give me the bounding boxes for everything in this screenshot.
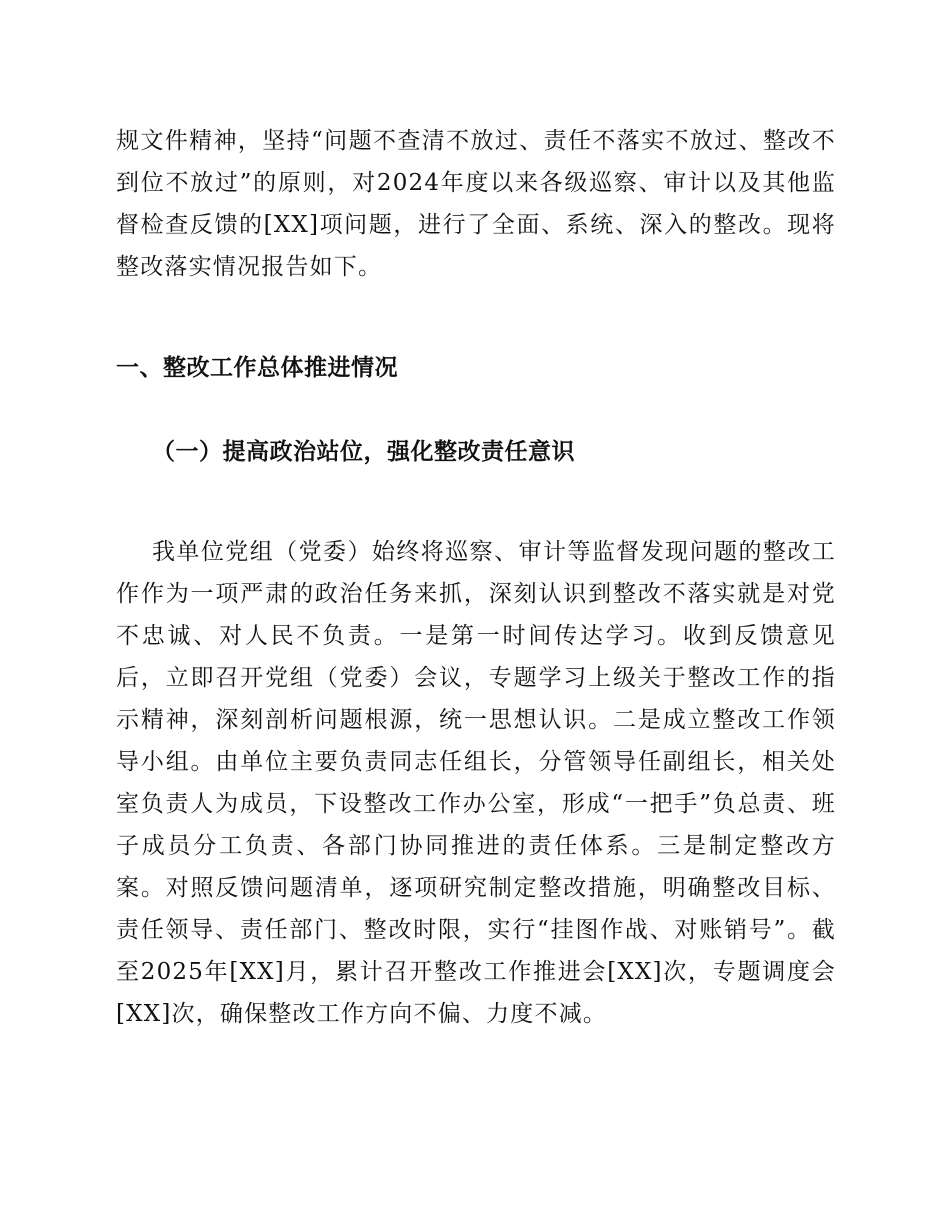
- intro-paragraph: 规文件精神，坚持“问题不查清不放过、责任不落实不放过、整改不到位不放过”的原则，对2024年度以来各级巡察、审计以及其他监督检查反馈的[XX]项问题，进行了全面、系统、深入的整改。现将整改落实情况报告如下。: [116, 128, 836, 280]
- section-heading: 一、整改工作总体推进情况: [116, 355, 398, 381]
- subsection-heading: （一）提高政治站位，强化整改责任意识: [152, 439, 575, 465]
- body-paragraph: 我单位党组（党委）始终将巡察、审计等监督发现问题的整改工作作为一项严肃的政治任务来抓，深刻认识到整改不落实就是对党不忠诚、对人民不负责。一是第一时间传达学习。收到反馈意见后，立即召开党组（党委）会议，专题学习上级关于整改工作的指示精神，深刻剖析问题根源，统一思想认识。二是成立整改工作领导小组。由单位主要负责同志任组长，分管领导任副组长，相关处室负责人为成员，下设整改工作办公室，形成“一把手”负总责、班子成员分工负责、各部门协同推进的责任体系。三是制定整改方案。对照反馈问题清单，逐项研究制定整改措施，明确整改目标、责任领导、责任部门、整改时限，实行“挂图作战、对账销号”。截至2025年[XX]月，累计召开整改工作推进会[XX]次，专题调度会[XX]次，确保整改工作方向不偏、力度不减。: [116, 539, 836, 1027]
